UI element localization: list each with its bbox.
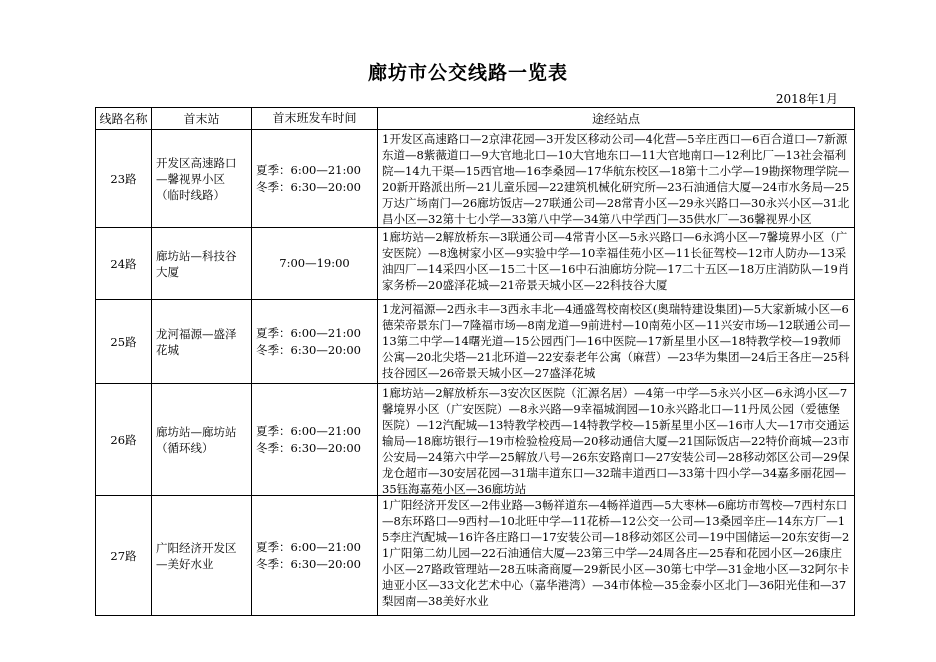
table-row <box>96 130 855 228</box>
summer-time: 夏季：6:00—21:00 <box>256 162 361 177</box>
route-name: 25路 <box>96 300 152 384</box>
route-name: 23路 <box>96 130 152 228</box>
route-stops: 1龙河福源—2西永丰—3西永丰北—4通盛驾校南校区(奥瑞特建设集团)—5大家新城小区—6德荣帝景东门—7隆福市场—8南龙道—9前进村—10南苑小区—11兴安市场—12联通公司—13第二中学—14曙光道—15公园西门—16中医院—17新星里小区—18特教学校—19教师公寓—20北尖塔—21北环道—22安泰老年公寓（麻营）—23华为集团—24后王各庄—25科技谷园区—26帝景天城小区—27盛泽花城 <box>382 302 851 380</box>
route-terminals: 廊坊站—科技谷大厦 <box>152 228 252 300</box>
route-times <box>252 130 378 228</box>
route-stops: 1广阳经济开发区—2伟业路—3畅祥道东—4畅祥道西—5大枣林—6廊坊市驾校—7西村东口—8东环路口—9西村—10北旺中学—11花桥—12公交一公司—13桑园辛庄—14东方厂—15李庄汽配城—16许各庄路口—17安装公司—18移动郊区公司—19中国储运—20东安街—21广阳第二幼儿园—22石油通信大厦—23第三中学—24周各庄—25春和花园小区—26康庄小区—27路政管理站—28五味斋商厦—29新民小区—30第七中学—31金地小区—32阿尔卡迪亚小区—33文化艺术中心（嘉华港湾）—34市体检—35金泰小区北门—36阳光佳和—37梨园南—38美好水业 <box>382 498 850 608</box>
winter-time: 冬季：6:30—20:00 <box>256 179 361 194</box>
route-name: 24路 <box>96 228 152 300</box>
table-row <box>96 384 855 496</box>
summer-time: 夏季：6:00—21:00 <box>256 325 361 340</box>
header-times: 首末班发车时间 <box>252 108 378 130</box>
winter-time: 冬季：6:30—20:00 <box>256 440 361 455</box>
header-route: 线路名称 <box>96 108 152 130</box>
route-terminals: 广阳经济开发区—美好水业 <box>152 496 252 616</box>
route-terminals: 廊坊站—廊坊站（循环线） <box>152 384 252 496</box>
route-stops: 1开发区高速路口—2京津花园—3开发区移动公司—4化营—5辛庄西口—6百合道口—7新源东道—8紫薇道口—9大官地北口—10大官地东口—11大官地南口—12利比厂—13社会福利院—14九干渠—15西官地—16李桑园—17华航东校区—18第十二小学—19勘探物理学院—20新开路派出所—21儿童乐园—22建筑机械化研究所—23石油通信大厦—24市水务局—25万达广场南门—26廊坊饭店—27联通公司—28常青小区—29永兴路口—30永兴小区—31北昌小区—32第十七小学—33第八中学—34第八中学西门—35供水厂—36馨视界小区 <box>382 132 850 226</box>
header-row <box>96 108 855 130</box>
table-row <box>96 228 855 300</box>
route-times <box>252 496 378 616</box>
route-times: 7:00—19:00 <box>252 228 378 300</box>
route-times <box>252 300 378 384</box>
route-stops: 1廊坊站—2解放桥东—3联通公司—4常青小区—5永兴路口—6永鸿小区—7馨境界小区（广安医院）—8逸树家小区—9实验中学—10幸福佳苑小区—11长征驾校—12市人防办—13采油四厂—14采四小区—15二十区—16中石油廊坊分院—17二十五区—18万庄消防队—19肖家务桥—20盛泽花城—21帝景天城小区—22科技谷大厦 <box>382 230 850 292</box>
winter-time: 冬季：6:30—20:00 <box>256 342 361 357</box>
header-stops: 途经站点 <box>378 108 855 130</box>
route-terminals: 开发区高速路口—馨视界小区（临时线路） <box>152 130 252 228</box>
summer-time: 夏季：6:00—21:00 <box>256 423 361 438</box>
table-row <box>96 496 855 616</box>
route-name: 26路 <box>96 384 152 496</box>
header-terminals: 首末站 <box>152 108 252 130</box>
route-name: 27路 <box>96 496 152 616</box>
routes-table <box>95 107 855 616</box>
table-row <box>96 300 855 384</box>
winter-time: 冬季：6:30—20:00 <box>256 556 361 571</box>
date-label: 2018年1月 <box>775 92 838 106</box>
route-times <box>252 384 378 496</box>
route-stops: 1廊坊站—2解放桥东—3安次区医院（汇源名居）—4第一中学—5永兴小区—6永鸿小区—7馨境界小区（广安医院）—8永兴路—9幸福城润园—10永兴路北口—11丹凤公园（爱德堡医院）—12汽配城—13特教学校西—14特教学校—15新星里小区—16市人大—17市交通运输局—18廊坊银行—19市检验检疫局—20移动通信大厦—21国际饭店—22特价商城—23市公安局—24第六中学—25解放八号—26东安路南口—27安装公司—28移动郊区公司—29保龙仓超市—30安居花园—31瑞丰道东口—32瑞丰道西口—33第十四小学—34嘉多丽花园—35钰海嘉苑小区—36廊坊站 <box>382 386 850 494</box>
route-terminals: 龙河福源—盛泽花城 <box>152 300 252 384</box>
page-title: 廊坊市公交线路一览表 <box>367 62 568 84</box>
summer-time: 夏季：6:00—21:00 <box>256 539 361 554</box>
